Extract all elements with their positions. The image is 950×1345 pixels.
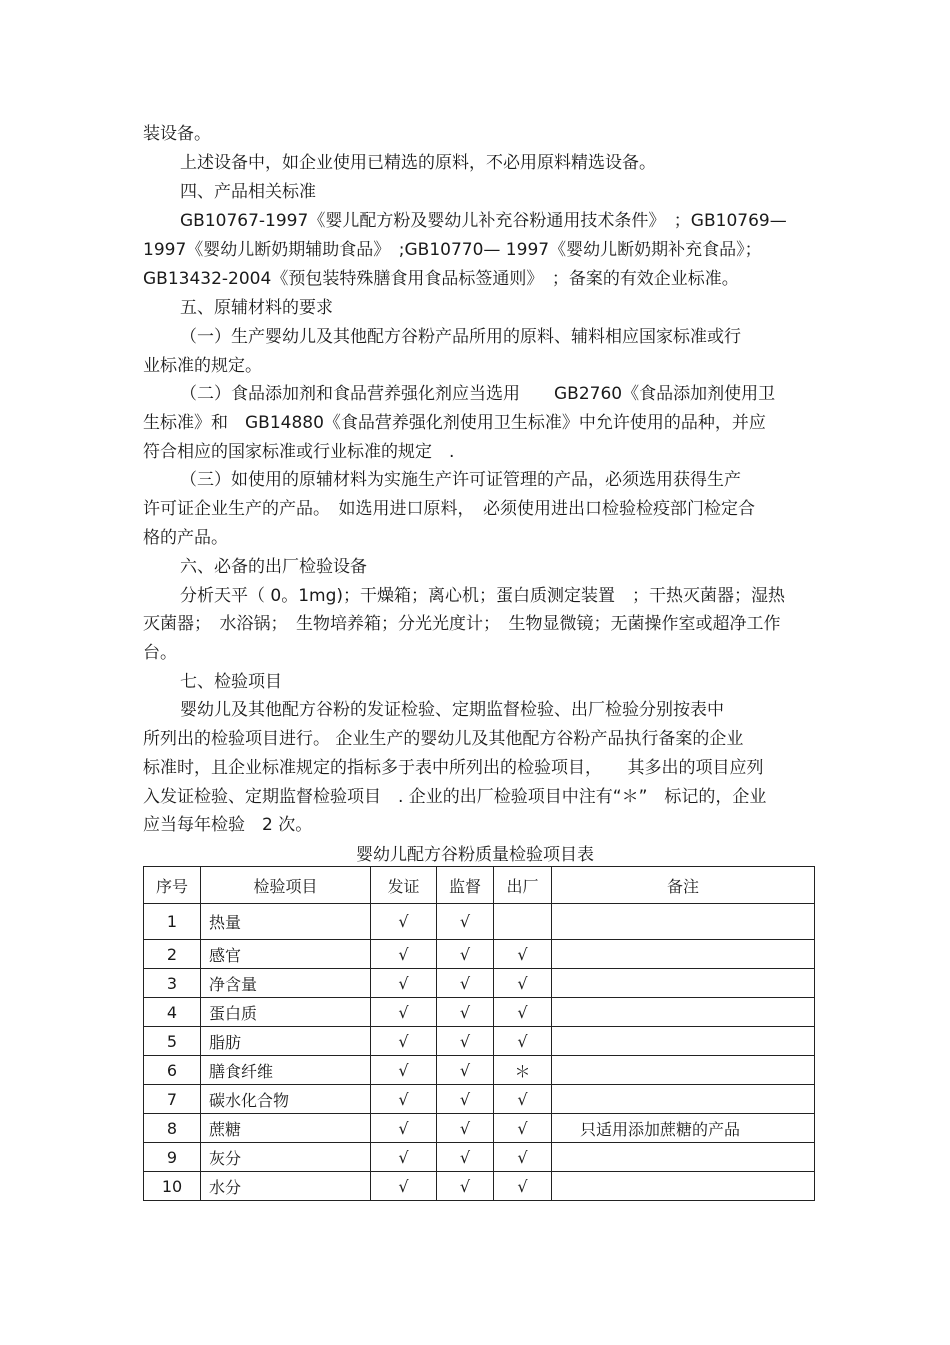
cell-factory: √ <box>494 1172 552 1201</box>
cell-factory: √ <box>494 1143 552 1172</box>
section-heading: 五、原辅材料的要求 <box>180 298 333 318</box>
paragraph-line: 入发证检验、定期监督检验项目 . 企业的出厂检验项目中注有“＊” 标记的，企业 <box>143 787 767 807</box>
cell-supervision: √ <box>437 1027 494 1056</box>
table-caption: 婴幼儿配方谷粉质量检验项目表 <box>356 845 594 865</box>
paragraph-line: 上述设备中，如企业使用已精选的原料，不必用原料精选设备。 <box>180 153 656 173</box>
cell-remarks <box>552 904 815 940</box>
paragraph-line: 1997《婴幼儿断奶期辅助食品》 ;GB10770— 1997《婴幼儿断奶期补充食品》； <box>143 240 762 260</box>
cell-certification: √ <box>371 1143 437 1172</box>
cell-index: 8 <box>144 1114 201 1143</box>
cell-factory: √ <box>494 998 552 1027</box>
cell-index: 3 <box>144 969 201 998</box>
cell-supervision: √ <box>437 1056 494 1085</box>
cell-factory: √ <box>494 1027 552 1056</box>
paragraph-line: 符合相应的国家标准或行业标准的规定 . <box>143 442 455 462</box>
cell-supervision: √ <box>437 904 494 940</box>
cell-index: 7 <box>144 1085 201 1114</box>
header-index: 序号 <box>144 867 201 904</box>
paragraph-line: GB10767-1997《婴儿配方粉及婴幼儿补充谷粉通用技术条件》 ；GB10769— <box>180 211 787 231</box>
section-heading: 四、产品相关标准 <box>180 182 316 202</box>
inspection-items-table <box>143 866 815 1201</box>
cell-certification: √ <box>371 1056 437 1085</box>
table-row <box>144 1172 815 1201</box>
section-heading: 六、必备的出厂检验设备 <box>180 557 367 577</box>
cell-remarks <box>552 940 815 969</box>
cell-remarks: 只适用添加蔗糖的产品 <box>552 1114 815 1143</box>
cell-supervision: √ <box>437 1085 494 1114</box>
table-row <box>144 998 815 1027</box>
cell-index: 2 <box>144 940 201 969</box>
cell-certification: √ <box>371 1085 437 1114</box>
paragraph-line: 装设备。 <box>143 124 211 144</box>
paragraph-line: 所列出的检验项目进行。 企业生产的婴幼儿及其他配方谷粉产品执行备案的企业 <box>143 729 744 749</box>
cell-factory <box>494 904 552 940</box>
cell-item: 灰分 <box>201 1143 371 1172</box>
cell-remarks <box>552 998 815 1027</box>
paragraph-line: （三）如使用的原辅材料为实施生产许可证管理的产品，必须选用获得生产 <box>180 470 741 490</box>
cell-remarks <box>552 1027 815 1056</box>
header-certification: 发证 <box>371 867 437 904</box>
cell-index: 10 <box>144 1172 201 1201</box>
cell-index: 5 <box>144 1027 201 1056</box>
table-row <box>144 904 815 940</box>
cell-supervision: √ <box>437 940 494 969</box>
cell-item: 脂肪 <box>201 1027 371 1056</box>
cell-index: 1 <box>144 904 201 940</box>
cell-certification: √ <box>371 1027 437 1056</box>
header-item: 检验项目 <box>201 867 371 904</box>
cell-remarks <box>552 1085 815 1114</box>
cell-item: 感官 <box>201 940 371 969</box>
cell-certification: √ <box>371 969 437 998</box>
cell-remarks <box>552 1056 815 1085</box>
cell-certification: √ <box>371 904 437 940</box>
paragraph-line: 灭菌器； 水浴锅； 生物培养箱；分光光度计； 生物显微镜；无菌操作室或超净工作 <box>143 614 781 634</box>
paragraph-line: 生标准》和 GB14880《食品营养强化剂使用卫生标准》中允许使用的品种，并应 <box>143 413 766 433</box>
table-row <box>144 969 815 998</box>
header-supervision: 监督 <box>437 867 494 904</box>
header-remarks: 备注 <box>552 867 815 904</box>
cell-factory: √ <box>494 1085 552 1114</box>
cell-certification: √ <box>371 1114 437 1143</box>
cell-index: 6 <box>144 1056 201 1085</box>
paragraph-line: 格的产品。 <box>143 528 228 548</box>
table-row <box>144 1143 815 1172</box>
cell-supervision: √ <box>437 969 494 998</box>
cell-supervision: √ <box>437 1172 494 1201</box>
paragraph-line: 应当每年检验 2 次。 <box>143 815 313 835</box>
cell-item: 膳食纤维 <box>201 1056 371 1085</box>
paragraph-line: 分析天平（ 0。1mg)；干燥箱；离心机；蛋白质测定装置 ；干热灭菌器；湿热 <box>180 586 786 606</box>
table-row <box>144 1027 815 1056</box>
cell-supervision: √ <box>437 1114 494 1143</box>
cell-certification: √ <box>371 998 437 1027</box>
paragraph-line: （一）生产婴幼儿及其他配方谷粉产品所用的原料、辅料相应国家标准或行 <box>180 327 741 347</box>
paragraph-line: 许可证企业生产的产品。 如选用进口原料， 必须使用进出口检验检疫部门检定合 <box>143 499 755 519</box>
cell-item: 蛋白质 <box>201 998 371 1027</box>
header-factory: 出厂 <box>494 867 552 904</box>
cell-factory: √ <box>494 969 552 998</box>
cell-item: 净含量 <box>201 969 371 998</box>
paragraph-line: （二）食品添加剂和食品营养强化剂应当选用 GB2760《食品添加剂使用卫 <box>180 384 776 404</box>
cell-item: 水分 <box>201 1172 371 1201</box>
section-heading: 七、检验项目 <box>180 672 282 692</box>
paragraph-line: 婴幼儿及其他配方谷粉的发证检验、定期监督检验、出厂检验分别按表中 <box>180 700 724 720</box>
paragraph-line: 台。 <box>143 643 177 663</box>
cell-certification: √ <box>371 940 437 969</box>
table-row <box>144 1085 815 1114</box>
cell-certification: √ <box>371 1172 437 1201</box>
cell-remarks <box>552 969 815 998</box>
table-row <box>144 1114 815 1143</box>
cell-item: 热量 <box>201 904 371 940</box>
cell-remarks <box>552 1172 815 1201</box>
cell-factory: √ <box>494 940 552 969</box>
paragraph-line: 标准时，且企业标准规定的指标多于表中所列出的检验项目， 其多出的项目应列 <box>143 758 764 778</box>
cell-factory: √ <box>494 1114 552 1143</box>
table-row <box>144 1056 815 1085</box>
cell-supervision: √ <box>437 1143 494 1172</box>
cell-factory: ＊ <box>494 1056 552 1085</box>
cell-remarks <box>552 1143 815 1172</box>
cell-item: 蔗糖 <box>201 1114 371 1143</box>
cell-item: 碳水化合物 <box>201 1085 371 1114</box>
paragraph-line: 业标准的规定。 <box>143 356 262 376</box>
paragraph-line: GB13432-2004《预包装特殊膳食用食品标签通则》 ；备案的有效企业标准。 <box>143 269 739 289</box>
cell-index: 4 <box>144 998 201 1027</box>
table-header-row <box>144 867 815 904</box>
table-row <box>144 940 815 969</box>
cell-supervision: √ <box>437 998 494 1027</box>
cell-index: 9 <box>144 1143 201 1172</box>
